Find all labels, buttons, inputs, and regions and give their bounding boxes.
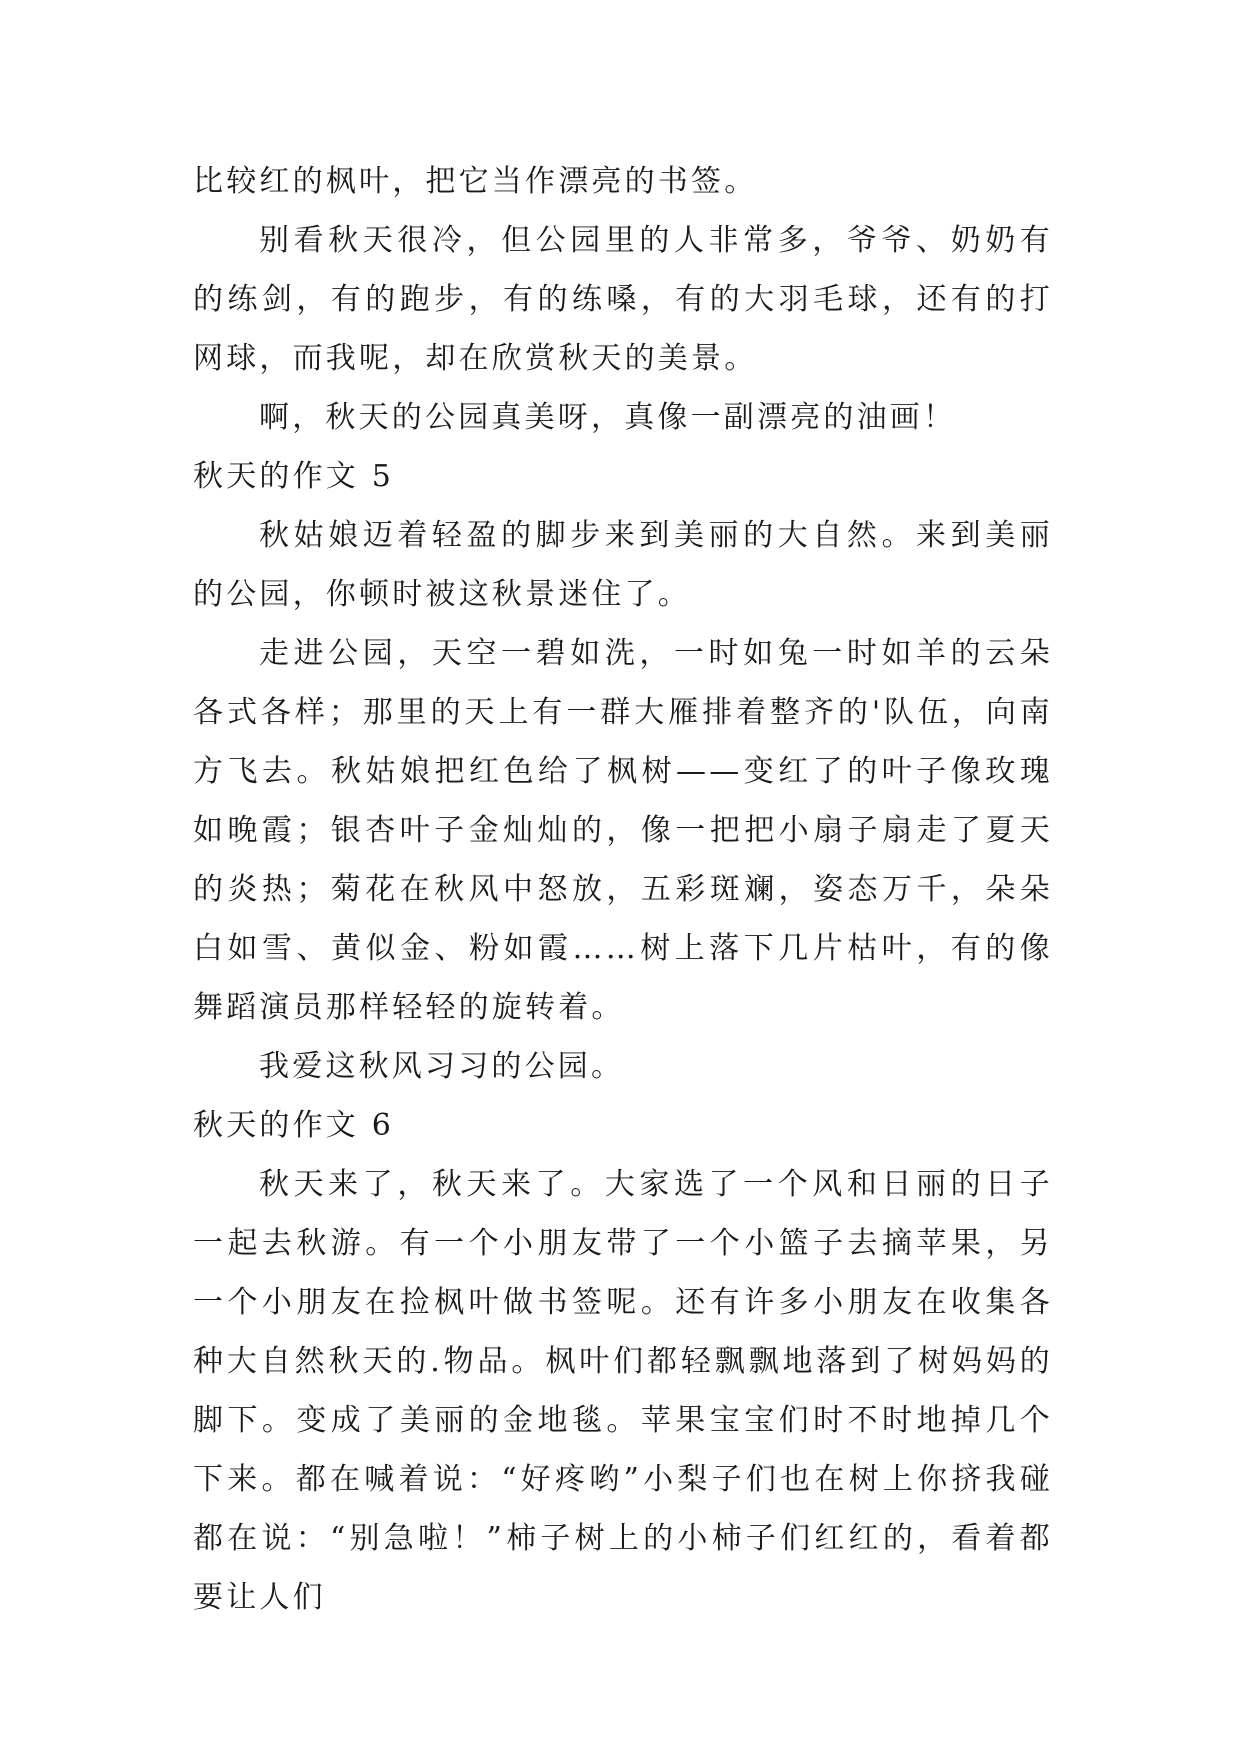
section-heading-6: 秋天的作文 6 [193, 1108, 395, 1143]
document-body [193, 152, 1053, 1627]
paragraph-autumn-outing: 秋天来了，秋天来了。大家选了一个风和日丽的日子一起去秋游。有一个小朋友带了一个小篮子去摘苹果，另一个小朋友在捡枫叶做书签呢。还有许多小朋友在收集各种大自然秋天的.物品。枫叶们都轻飘飘地落到了树妈妈的脚下。变成了美丽的金地毯。苹果宝宝们时不时地掉几个下来。都在喊着说：“好疼哟”小梨子们也在树上你挤我碰都在说：“别急啦！”柿子树上的小柿子们红红的，看着都要让人们 [193, 1167, 1053, 1615]
paragraph-continuation: 比较红的枫叶，把它当作漂亮的书签。 [193, 164, 758, 199]
paragraph-park-painting: 啊，秋天的公园真美呀，真像一副漂亮的油画！ [259, 400, 957, 435]
paragraph-park-visitors: 别看秋天很冷，但公园里的人非常多，爷爷、奶奶有的练剑，有的跑步，有的练嗓，有的大羽毛球，还有的打网球，而我呢，却在欣赏秋天的美景。 [193, 223, 1053, 376]
section-heading-5: 秋天的作文 5 [193, 459, 395, 494]
paragraph-love-park: 我爱这秋风习习的公园。 [259, 1049, 625, 1084]
paragraph-enter-park: 走进公园，天空一碧如洗，一时如兔一时如羊的云朵各式各样；那里的天上有一群大雁排着整齐的'队伍，向南方飞去。秋姑娘把红色给了枫树——变红了的叶子像玫瑰如晚霞；银杏叶子金灿灿的，像一把把小扇子扇走了夏天的炎热；菊花在秋风中怒放，五彩斑斓，姿态万千，朵朵白如雪、黄似金、粉如霞……树上落下几片枯叶，有的像舞蹈演员那样轻轻的旋转着。 [193, 636, 1053, 1025]
paragraph-autumn-girl: 秋姑娘迈着轻盈的脚步来到美丽的大自然。来到美丽的公园，你顿时被这秋景迷住了。 [193, 518, 1053, 612]
